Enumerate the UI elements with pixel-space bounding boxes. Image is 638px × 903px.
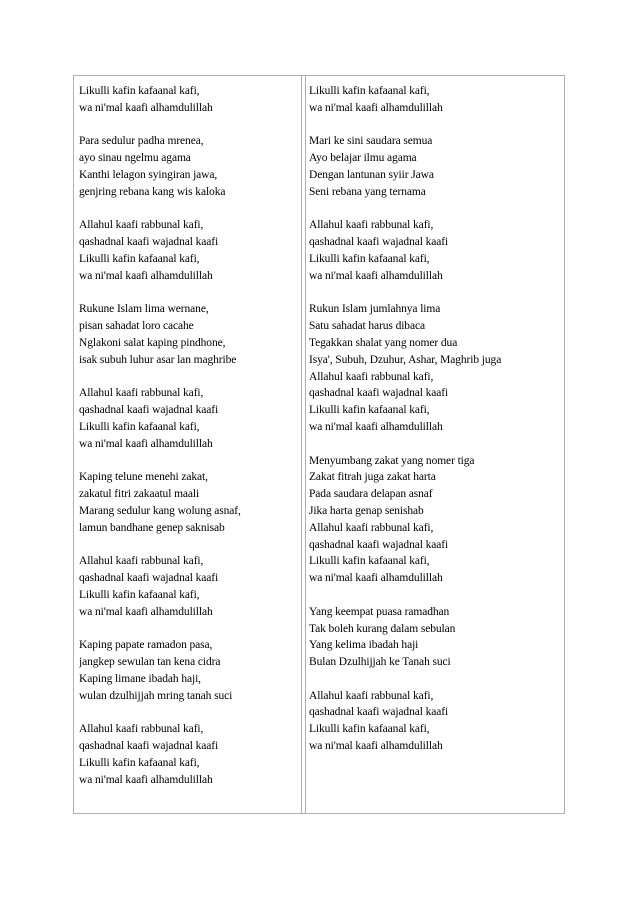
stanza-gap bbox=[309, 117, 564, 134]
stanza-gap bbox=[79, 369, 301, 386]
lyric-line: Allahul kaafi rabbunal kafi, bbox=[79, 219, 204, 232]
lyric-line: lamun bandhane genep saknisab bbox=[79, 521, 225, 534]
lyric-line: Nglakoni salat kaping pindhone, bbox=[79, 336, 226, 349]
lyric-line: wa ni'mal kaafi alhamdulillah bbox=[79, 605, 213, 618]
stanza-gap bbox=[79, 285, 301, 302]
stanza bbox=[309, 133, 564, 200]
lyric-line: wa ni'mal kaafi alhamdulillah bbox=[79, 773, 213, 786]
lyric-line: Rukune Islam lima wernane, bbox=[79, 303, 209, 316]
stanza bbox=[79, 553, 301, 620]
stanza bbox=[309, 604, 564, 671]
stanza-gap bbox=[79, 201, 301, 218]
stanza bbox=[309, 520, 564, 587]
stanza-gap bbox=[79, 117, 301, 134]
stanza-gap bbox=[79, 621, 301, 638]
lyric-line: qashadnal kaafi wajadnal kaafi bbox=[309, 236, 449, 249]
lyric-line: Para sedulur padha mrenea, bbox=[79, 135, 204, 148]
stanza bbox=[79, 469, 301, 536]
stanza bbox=[309, 83, 564, 117]
lyric-line: wa ni'mal kaafi alhamdulillah bbox=[309, 269, 443, 282]
lyric-line: qashadnal kaafi wajadnal kaafi bbox=[79, 404, 219, 417]
stanza bbox=[79, 301, 301, 368]
stanza bbox=[79, 721, 301, 788]
stanza-gap bbox=[79, 453, 301, 470]
lyric-line: wulan dzulhijjah mring tanah suci bbox=[79, 689, 233, 702]
lyric-line: Jika harta genap senishab bbox=[309, 504, 424, 517]
stanza bbox=[79, 637, 301, 704]
lyric-line: wa ni'mal kaafi alhamdulillah bbox=[309, 101, 443, 114]
lyric-line: qashadnal kaafi wajadnal kaafi bbox=[79, 740, 219, 753]
lyric-line: Likulli kafin kafaanal kafi, bbox=[309, 555, 430, 568]
lyric-line: qashadnal kaafi wajadnal kaafi bbox=[79, 572, 219, 585]
lyric-line: Allahul kaafi rabbunal kafi, bbox=[79, 555, 204, 568]
lyric-line: Zakat fitrah juga zakat harta bbox=[309, 471, 436, 484]
lyric-line: Kaping telune menehi zakat, bbox=[79, 471, 208, 484]
lyric-line: Marang sedulur kang wolung asnaf, bbox=[79, 504, 241, 517]
lyric-line: Dengan lantunan syiir Jawa bbox=[309, 168, 434, 181]
indonesian-lyrics-column bbox=[306, 76, 564, 813]
lyric-line: jangkep sewulan tan kena cidra bbox=[79, 656, 221, 669]
stanza-gap bbox=[79, 704, 301, 721]
stanza bbox=[309, 369, 564, 436]
lyric-line: Kanthi lelagon syingiran jawa, bbox=[79, 168, 218, 181]
lyric-line: Likulli kafin kafaanal kafi, bbox=[79, 252, 200, 265]
lyric-line: Isya', Subuh, Dzuhur, Ashar, Maghrib juga bbox=[309, 353, 502, 366]
lyrics-table bbox=[73, 75, 565, 814]
stanza bbox=[79, 385, 301, 452]
stanza bbox=[79, 83, 301, 117]
lyric-line: Likulli kafin kafaanal kafi, bbox=[79, 756, 200, 769]
lyric-line: isak subuh luhur asar lan maghribe bbox=[79, 353, 237, 366]
lyric-line: ayo sinau ngelmu agama bbox=[79, 152, 191, 165]
lyric-line: Seni rebana yang ternama bbox=[309, 185, 426, 198]
lyric-line: Kaping limane ibadah haji, bbox=[79, 672, 201, 685]
lyric-line: Pada saudara delapan asnaf bbox=[309, 488, 433, 501]
lyric-line: qashadnal kaafi wajadnal kaafi bbox=[309, 538, 449, 551]
lyric-line: Ayo belajar ilmu agama bbox=[309, 152, 417, 165]
lyric-line: Allahul kaafi rabbunal kafi, bbox=[309, 219, 434, 232]
lyric-line: qashadnal kaafi wajadnal kaafi bbox=[309, 706, 449, 719]
lyric-line: qashadnal kaafi wajadnal kaafi bbox=[79, 236, 219, 249]
lyric-line: Likulli kafin kafaanal kafi, bbox=[79, 85, 200, 97]
lyric-line: Likulli kafin kafaanal kafi, bbox=[309, 404, 430, 417]
stanza-gap bbox=[309, 671, 564, 688]
lyric-line: qashadnal kaafi wajadnal kaafi bbox=[309, 387, 449, 400]
lyric-line: Likulli kafin kafaanal kafi, bbox=[79, 588, 200, 601]
stanza bbox=[309, 688, 564, 755]
stanza-gap bbox=[79, 537, 301, 554]
lyric-line: Mari ke sini saudara semua bbox=[309, 135, 433, 148]
lyric-line: Rukun Islam jumlahnya lima bbox=[309, 303, 441, 316]
lyric-line: Kaping papate ramadon pasa, bbox=[79, 639, 213, 652]
stanza bbox=[79, 133, 301, 200]
lyric-line: Allahul kaafi rabbunal kafi, bbox=[309, 521, 434, 534]
lyric-line: Allahul kaafi rabbunal kafi, bbox=[79, 723, 204, 736]
lyric-line: Tegakkan shalat yang nomer dua bbox=[309, 336, 458, 349]
stanza bbox=[309, 453, 564, 520]
lyric-line: Satu sahadat harus dibaca bbox=[309, 320, 425, 333]
stanza-gap bbox=[309, 436, 564, 453]
lyric-line: Allahul kaafi rabbunal kafi, bbox=[79, 387, 204, 400]
stanza-gap bbox=[309, 587, 564, 604]
stanza bbox=[309, 301, 564, 368]
lyric-line: Yang kelima ibadah haji bbox=[309, 639, 419, 652]
lyric-line: Allahul kaafi rabbunal kafi, bbox=[309, 370, 434, 383]
lyric-line: Likulli kafin kafaanal kafi, bbox=[79, 420, 200, 433]
stanza bbox=[79, 217, 301, 284]
lyric-line: wa ni'mal kaafi alhamdulillah bbox=[309, 572, 443, 585]
lyric-line: Yang keempat puasa ramadhan bbox=[309, 605, 450, 618]
stanza bbox=[309, 217, 564, 284]
lyric-line: wa ni'mal kaafi alhamdulillah bbox=[309, 420, 443, 433]
lyric-line: genjring rebana kang wis kaloka bbox=[79, 185, 226, 198]
stanza-gap bbox=[309, 285, 564, 302]
lyric-line: zakatul fitri zakaatul maali bbox=[79, 488, 200, 501]
stanza-gap bbox=[309, 201, 564, 218]
lyric-line: Likulli kafin kafaanal kafi, bbox=[309, 85, 430, 97]
lyric-line: wa ni'mal kaafi alhamdulillah bbox=[309, 740, 443, 753]
lyric-line: Menyumbang zakat yang nomer tiga bbox=[309, 454, 475, 467]
lyric-line: Tak boleh kurang dalam sebulan bbox=[309, 622, 456, 635]
lyric-line: Allahul kaafi rabbunal kafi, bbox=[309, 689, 434, 702]
lyric-line: pisan sahadat loro cacahe bbox=[79, 320, 194, 333]
lyric-line: wa ni'mal kaafi alhamdulillah bbox=[79, 269, 213, 282]
lyric-line: wa ni'mal kaafi alhamdulillah bbox=[79, 101, 213, 114]
lyric-line: Likulli kafin kafaanal kafi, bbox=[309, 252, 430, 265]
javanese-lyrics-column bbox=[74, 76, 302, 813]
lyric-line: wa ni'mal kaafi alhamdulillah bbox=[79, 437, 213, 450]
lyric-line: Likulli kafin kafaanal kafi, bbox=[309, 723, 430, 736]
lyric-line: Bulan Dzulhijjah ke Tanah suci bbox=[309, 656, 451, 669]
